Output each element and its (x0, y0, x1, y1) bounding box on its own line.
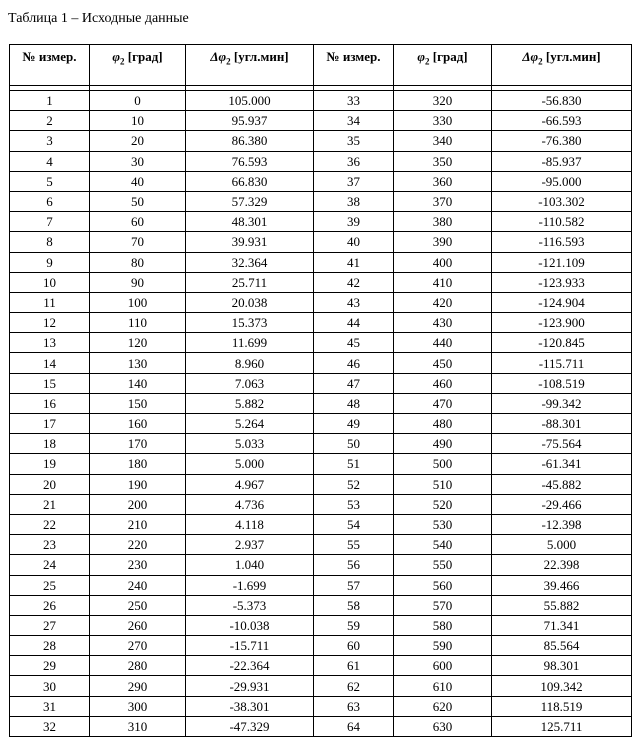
cell-phi-left: 200 (90, 494, 186, 514)
cell-num-right: 42 (314, 272, 394, 292)
cell-delta-right: -56.830 (492, 91, 632, 111)
cell-delta-right: 5.000 (492, 535, 632, 555)
cell-delta-right: 55.882 (492, 595, 632, 615)
cell-delta-left: 39.931 (186, 232, 314, 252)
cell-phi-right: 580 (394, 615, 492, 635)
cell-delta-right: -124.904 (492, 292, 632, 312)
cell-num-right: 36 (314, 151, 394, 171)
cell-num-left: 22 (10, 514, 90, 534)
delta-unit: [угл.мин] (233, 49, 289, 64)
cell-delta-left: 15.373 (186, 313, 314, 333)
cell-delta-left: 8.960 (186, 353, 314, 373)
cell-delta-left: 5.033 (186, 434, 314, 454)
phi-subscript: 2 (424, 56, 430, 67)
cell-num-right: 60 (314, 636, 394, 656)
cell-delta-left: -1.699 (186, 575, 314, 595)
cell-delta-left: 95.937 (186, 111, 314, 131)
cell-delta-left: 4.118 (186, 514, 314, 534)
cell-num-left: 3 (10, 131, 90, 151)
cell-delta-left: 66.830 (186, 171, 314, 191)
delta-subscript: 2 (226, 56, 231, 67)
cell-phi-left: 100 (90, 292, 186, 312)
cell-phi-left: 70 (90, 232, 186, 252)
table-row (10, 676, 632, 696)
table-row (10, 595, 632, 615)
cell-phi-right: 330 (394, 111, 492, 131)
cell-delta-right: -76.380 (492, 131, 632, 151)
cell-num-right: 46 (314, 353, 394, 373)
cell-delta-left: 76.593 (186, 151, 314, 171)
cell-num-left: 8 (10, 232, 90, 252)
cell-delta-right: -103.302 (492, 191, 632, 211)
cell-phi-right: 540 (394, 535, 492, 555)
cell-num-right: 34 (314, 111, 394, 131)
cell-phi-right: 430 (394, 313, 492, 333)
cell-num-left: 20 (10, 474, 90, 494)
cell-delta-right: -99.342 (492, 393, 632, 413)
cell-delta-right: 118.519 (492, 696, 632, 716)
cell-delta-right: -116.593 (492, 232, 632, 252)
cell-delta-left: -5.373 (186, 595, 314, 615)
cell-delta-right: -75.564 (492, 434, 632, 454)
cell-phi-right: 470 (394, 393, 492, 413)
cell-phi-right: 570 (394, 595, 492, 615)
cell-delta-right: -115.711 (492, 353, 632, 373)
cell-phi-right: 600 (394, 656, 492, 676)
cell-phi-right: 450 (394, 353, 492, 373)
cell-delta-left: -10.038 (186, 615, 314, 635)
cell-num-right: 41 (314, 252, 394, 272)
cell-delta-right: 125.711 (492, 716, 632, 736)
cell-delta-right: -66.593 (492, 111, 632, 131)
cell-num-right: 44 (314, 313, 394, 333)
cell-delta-left: 86.380 (186, 131, 314, 151)
header-row (10, 45, 632, 86)
cell-phi-right: 480 (394, 414, 492, 434)
table-body (10, 86, 632, 737)
header-delta-left (186, 45, 314, 86)
cell-delta-left: 7.063 (186, 373, 314, 393)
cell-num-left: 30 (10, 676, 90, 696)
header-num-right (314, 45, 394, 86)
cell-phi-left: 190 (90, 474, 186, 494)
cell-num-left: 17 (10, 414, 90, 434)
table-row (10, 575, 632, 595)
cell-num-right: 47 (314, 373, 394, 393)
cell-num-right: 64 (314, 716, 394, 736)
header-num-label: № измер. (22, 49, 77, 64)
cell-phi-right: 590 (394, 636, 492, 656)
table-row (10, 313, 632, 333)
cell-phi-left: 130 (90, 353, 186, 373)
cell-delta-right: -12.398 (492, 514, 632, 534)
phi-unit: [град] (127, 49, 163, 64)
cell-num-left: 11 (10, 292, 90, 312)
table-row (10, 333, 632, 353)
table-row (10, 212, 632, 232)
table-row (10, 636, 632, 656)
cell-phi-right: 340 (394, 131, 492, 151)
cell-phi-left: 300 (90, 696, 186, 716)
cell-num-left: 2 (10, 111, 90, 131)
cell-delta-right: -108.519 (492, 373, 632, 393)
cell-phi-right: 360 (394, 171, 492, 191)
cell-phi-right: 370 (394, 191, 492, 211)
table-row (10, 514, 632, 534)
cell-phi-right: 500 (394, 454, 492, 474)
cell-delta-right: -121.109 (492, 252, 632, 272)
cell-num-left: 29 (10, 656, 90, 676)
table-row (10, 494, 632, 514)
cell-num-right: 39 (314, 212, 394, 232)
cell-phi-left: 220 (90, 535, 186, 555)
cell-phi-left: 180 (90, 454, 186, 474)
cell-delta-left: 5.882 (186, 393, 314, 413)
cell-num-left: 21 (10, 494, 90, 514)
cell-delta-right: -88.301 (492, 414, 632, 434)
table-row (10, 91, 632, 111)
cell-phi-right: 440 (394, 333, 492, 353)
delta-unit: [угл.мин] (545, 49, 601, 64)
cell-delta-right: 98.301 (492, 656, 632, 676)
table-row (10, 393, 632, 413)
cell-num-right: 49 (314, 414, 394, 434)
cell-delta-left: -29.931 (186, 676, 314, 696)
cell-delta-right: -61.341 (492, 454, 632, 474)
table-row (10, 151, 632, 171)
cell-phi-right: 460 (394, 373, 492, 393)
cell-phi-left: 60 (90, 212, 186, 232)
cell-delta-right: -29.466 (492, 494, 632, 514)
cell-delta-right: -123.933 (492, 272, 632, 292)
cell-phi-left: 140 (90, 373, 186, 393)
table-row (10, 353, 632, 373)
cell-phi-right: 410 (394, 272, 492, 292)
cell-num-right: 50 (314, 434, 394, 454)
cell-delta-left: 1.040 (186, 555, 314, 575)
cell-num-right: 63 (314, 696, 394, 716)
cell-phi-right: 520 (394, 494, 492, 514)
cell-num-right: 52 (314, 474, 394, 494)
cell-delta-left: 2.937 (186, 535, 314, 555)
cell-delta-left: 48.301 (186, 212, 314, 232)
cell-num-right: 33 (314, 91, 394, 111)
cell-phi-left: 50 (90, 191, 186, 211)
table-row (10, 252, 632, 272)
cell-phi-left: 160 (90, 414, 186, 434)
cell-delta-left: 105.000 (186, 91, 314, 111)
cell-phi-left: 290 (90, 676, 186, 696)
table-row (10, 535, 632, 555)
cell-num-right: 35 (314, 131, 394, 151)
delta-symbol: Δφ (210, 49, 227, 64)
cell-num-left: 18 (10, 434, 90, 454)
table-caption: Таблица 1 – Исходные данные (8, 11, 189, 26)
table-row (10, 272, 632, 292)
cell-phi-left: 170 (90, 434, 186, 454)
cell-phi-left: 260 (90, 615, 186, 635)
cell-num-left: 12 (10, 313, 90, 333)
cell-delta-left: -38.301 (186, 696, 314, 716)
cell-delta-right: 85.564 (492, 636, 632, 656)
cell-phi-right: 490 (394, 434, 492, 454)
cell-delta-left: -15.711 (186, 636, 314, 656)
cell-num-right: 61 (314, 656, 394, 676)
cell-num-right: 43 (314, 292, 394, 312)
cell-phi-left: 80 (90, 252, 186, 272)
cell-delta-left: 11.699 (186, 333, 314, 353)
table-row (10, 434, 632, 454)
cell-delta-right: 71.341 (492, 615, 632, 635)
cell-num-right: 38 (314, 191, 394, 211)
cell-phi-right: 510 (394, 474, 492, 494)
cell-phi-left: 270 (90, 636, 186, 656)
cell-delta-right: 22.398 (492, 555, 632, 575)
cell-phi-left: 90 (90, 272, 186, 292)
cell-delta-right: -110.582 (492, 212, 632, 232)
cell-delta-left: 20.038 (186, 292, 314, 312)
cell-delta-right: -95.000 (492, 171, 632, 191)
cell-delta-right: 39.466 (492, 575, 632, 595)
table-row (10, 696, 632, 716)
cell-phi-left: 150 (90, 393, 186, 413)
cell-num-left: 15 (10, 373, 90, 393)
cell-num-left: 13 (10, 333, 90, 353)
cell-num-right: 57 (314, 575, 394, 595)
cell-num-left: 14 (10, 353, 90, 373)
cell-delta-left: -22.364 (186, 656, 314, 676)
cell-num-right: 55 (314, 535, 394, 555)
header-num-left (10, 45, 90, 86)
cell-num-right: 40 (314, 232, 394, 252)
cell-num-right: 58 (314, 595, 394, 615)
cell-phi-right: 630 (394, 716, 492, 736)
cell-delta-left: 4.736 (186, 494, 314, 514)
phi-symbol: φ (112, 49, 120, 64)
cell-phi-right: 390 (394, 232, 492, 252)
cell-phi-left: 20 (90, 131, 186, 151)
cell-phi-left: 240 (90, 575, 186, 595)
cell-phi-right: 610 (394, 676, 492, 696)
table-row (10, 474, 632, 494)
cell-num-right: 45 (314, 333, 394, 353)
table-row (10, 454, 632, 474)
cell-phi-left: 210 (90, 514, 186, 534)
table-row (10, 656, 632, 676)
table-row (10, 171, 632, 191)
cell-phi-right: 620 (394, 696, 492, 716)
cell-phi-right: 550 (394, 555, 492, 575)
cell-phi-right: 320 (394, 91, 492, 111)
header-phi-right (394, 45, 492, 86)
cell-delta-left: 5.264 (186, 414, 314, 434)
cell-phi-left: 0 (90, 91, 186, 111)
table-row (10, 111, 632, 131)
table-row (10, 191, 632, 211)
cell-num-right: 51 (314, 454, 394, 474)
delta-subscript: 2 (538, 56, 543, 67)
cell-num-left: 24 (10, 555, 90, 575)
cell-num-left: 19 (10, 454, 90, 474)
phi-symbol: φ (417, 49, 425, 64)
cell-phi-right: 380 (394, 212, 492, 232)
cell-num-left: 27 (10, 615, 90, 635)
cell-phi-right: 530 (394, 514, 492, 534)
cell-num-left: 28 (10, 636, 90, 656)
table-header (10, 45, 632, 86)
header-delta-right (492, 45, 632, 86)
cell-num-left: 31 (10, 696, 90, 716)
cell-num-right: 37 (314, 171, 394, 191)
delta-symbol: Δφ (522, 49, 539, 64)
cell-delta-right: -45.882 (492, 474, 632, 494)
cell-phi-left: 10 (90, 111, 186, 131)
phi-unit: [град] (432, 49, 468, 64)
cell-num-right: 53 (314, 494, 394, 514)
table-row (10, 373, 632, 393)
cell-num-left: 7 (10, 212, 90, 232)
cell-phi-left: 280 (90, 656, 186, 676)
cell-phi-left: 30 (90, 151, 186, 171)
cell-delta-left: 5.000 (186, 454, 314, 474)
cell-delta-right: -85.937 (492, 151, 632, 171)
cell-phi-right: 350 (394, 151, 492, 171)
cell-num-left: 23 (10, 535, 90, 555)
cell-phi-left: 250 (90, 595, 186, 615)
cell-num-right: 54 (314, 514, 394, 534)
cell-phi-left: 110 (90, 313, 186, 333)
phi-subscript: 2 (119, 56, 125, 67)
cell-delta-left: 25.711 (186, 272, 314, 292)
cell-num-left: 25 (10, 575, 90, 595)
table-row (10, 414, 632, 434)
table-row (10, 232, 632, 252)
cell-phi-left: 310 (90, 716, 186, 736)
table-row (10, 555, 632, 575)
cell-num-right: 48 (314, 393, 394, 413)
table-row (10, 615, 632, 635)
cell-num-right: 62 (314, 676, 394, 696)
data-table (9, 44, 632, 737)
cell-num-left: 5 (10, 171, 90, 191)
cell-num-left: 6 (10, 191, 90, 211)
cell-delta-right: -120.845 (492, 333, 632, 353)
cell-num-left: 10 (10, 272, 90, 292)
cell-num-left: 4 (10, 151, 90, 171)
cell-num-left: 9 (10, 252, 90, 272)
cell-delta-left: 4.967 (186, 474, 314, 494)
table-row (10, 131, 632, 151)
table-row (10, 716, 632, 736)
cell-num-left: 16 (10, 393, 90, 413)
cell-num-left: 32 (10, 716, 90, 736)
cell-delta-left: -47.329 (186, 716, 314, 736)
header-num-label: № измер. (326, 49, 381, 64)
cell-phi-right: 420 (394, 292, 492, 312)
cell-delta-right: 109.342 (492, 676, 632, 696)
cell-num-left: 1 (10, 91, 90, 111)
cell-num-right: 56 (314, 555, 394, 575)
cell-phi-left: 40 (90, 171, 186, 191)
cell-delta-left: 32.364 (186, 252, 314, 272)
cell-phi-right: 560 (394, 575, 492, 595)
table-row (10, 292, 632, 312)
cell-phi-left: 120 (90, 333, 186, 353)
cell-num-left: 26 (10, 595, 90, 615)
cell-delta-left: 57.329 (186, 191, 314, 211)
cell-num-right: 59 (314, 615, 394, 635)
cell-phi-left: 230 (90, 555, 186, 575)
cell-phi-right: 400 (394, 252, 492, 272)
cell-delta-right: -123.900 (492, 313, 632, 333)
header-phi-left (90, 45, 186, 86)
